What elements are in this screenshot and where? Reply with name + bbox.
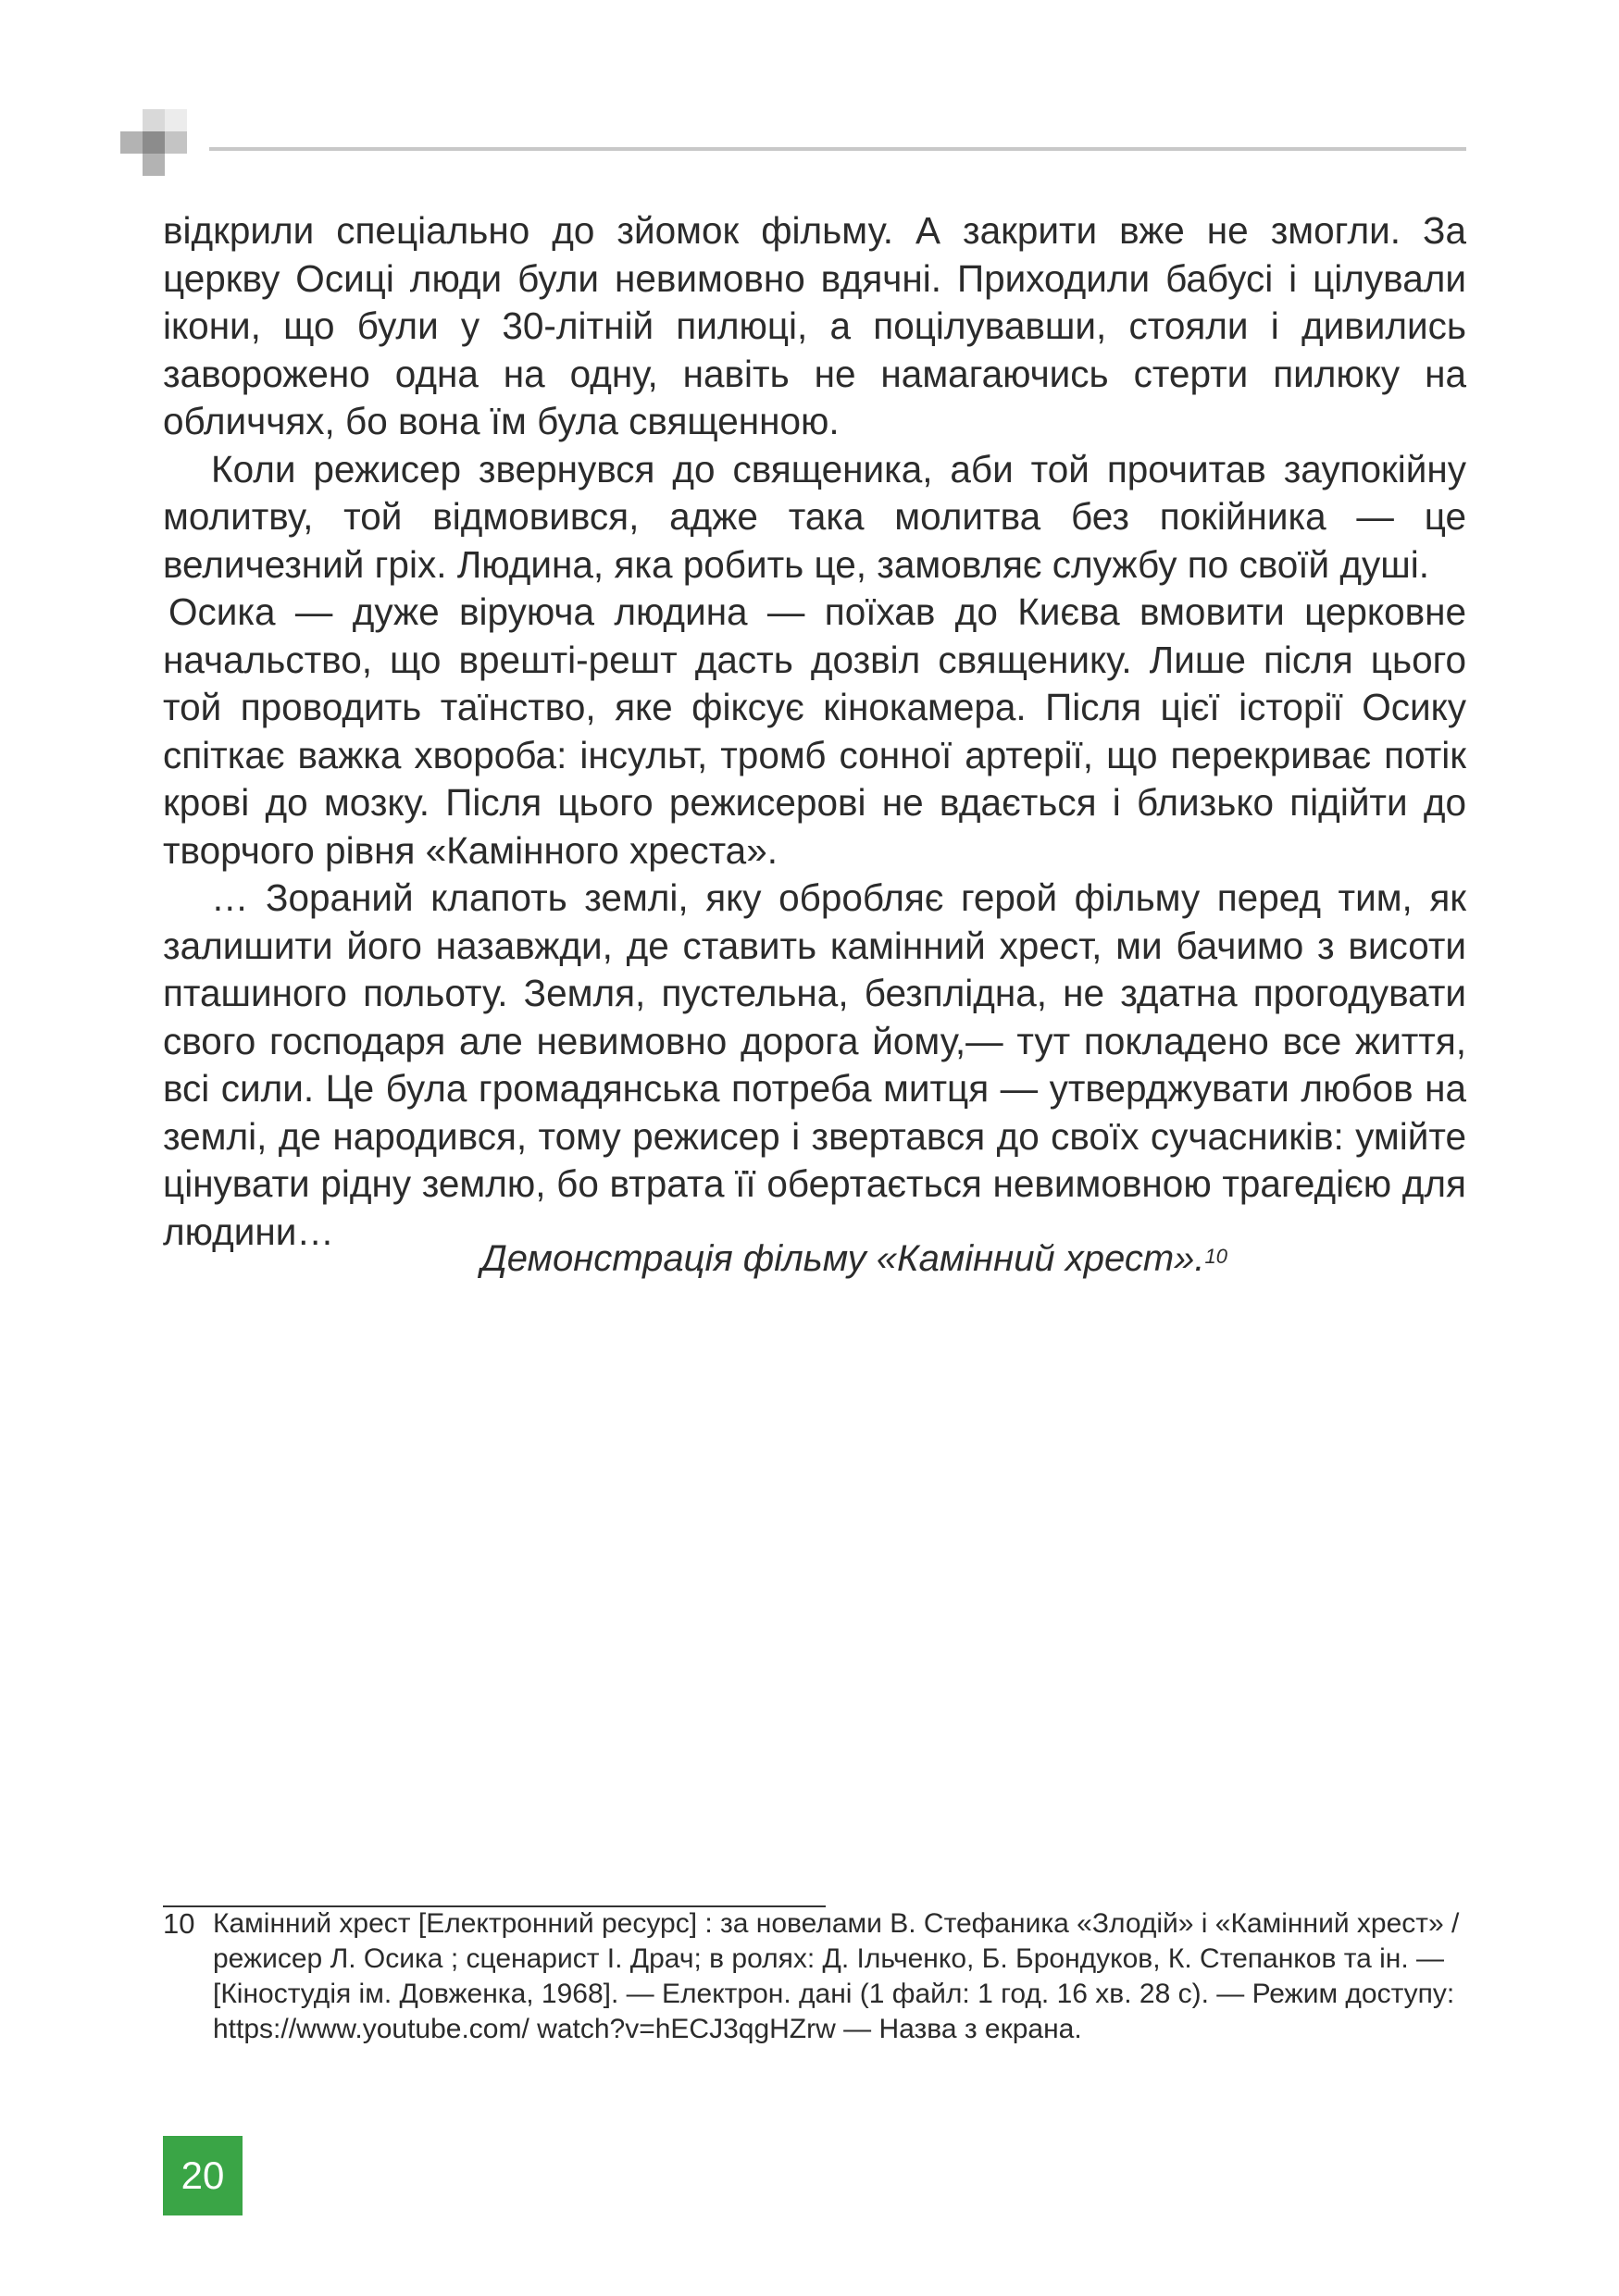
paragraph-2: Коли режисер звернувся до священика, аби той прочитав заупокійну молитву, той відмовився, адже така молитва без покійника — це величезний гріх. Людина, яка робить це, замовляє службу по своїй душі. <box>163 447 1466 586</box>
logo-square-bottom <box>143 154 165 176</box>
logo-square-top-right <box>165 109 187 131</box>
logo-square-right <box>165 131 187 154</box>
footnote-number: 10 <box>163 1907 195 1940</box>
film-demonstration-caption <box>163 1235 1227 1282</box>
header-rule <box>209 147 1466 151</box>
caption-footnote-ref: 10 <box>1204 1245 1227 1268</box>
logo-square-top <box>143 109 165 131</box>
paragraph-1: відкрили спеціально до зйомок фільму. А закрити вже не змогли. За церкву Осиці люди були невимовно вдячні. Приходили бабусі і цілували ікони, що були у 30-літній пилюці, а поцілувавши, стояли і дивились заворожено одна на одну, навіть не намагаючись стерти пилюку на обличчях, бо вона їм була священною. <box>163 209 1466 442</box>
footnote <box>163 1906 1466 2047</box>
logo-square-left <box>120 131 143 154</box>
footnote-text: Камінний хрест [Електронний ресурс] : за новелами В. Стефаника «Злодій» і «Камінний хрест» / режисер Л. Осика ; сценарист І. Драч; в ролях: Д. Ільченко, Б. Брондуков, К. Степанков та ін. — [Кіностудія ім. Довженка, 1968]. — Електрон. дані (1 файл: 1 год. 16 хв. 28 с). — Режим доступу: https://www.youtube.com/ watch?v=hECJ3qgHZrw — Назва з екрана. <box>213 1908 1460 2044</box>
paragraph-3: Осика — дуже віруюча людина — поїхав до Києва вмовити церковне начальство, що врешті-решт дасть дозвіл священику. Лише після цього той проводить таїнство, яке фіксує кінокамера. Після цієї історії Осику спіткає важка хвороба: інсульт, тромб сонної артерії, що перекриває потік крові до мозку. Після цього режисерові не вдається і близько підійти до творчого рівня «Камінного хреста». <box>163 590 1466 872</box>
logo-square-center <box>143 131 165 154</box>
pixel-cross-logo-icon <box>120 109 187 176</box>
paragraph-4: … Зораний клапоть землі, яку обробляє герой фільму перед тим, як залишити його назавжди, де ставить камінний хрест, ми бачимо з висоти пташиного польоту. Земля, пустельна, безплідна, не здатна прогодувати свого господаря але невимовно дорога йому,— тут покладено все життя, всі сили. Це була громадянська потреба митця — утверджувати любов на землі, де народився, тому режисер і звертався до своїх сучасників: умійте цінувати рідну землю, бо втрата її обертається невимовною трагедією для людини… <box>163 876 1466 1253</box>
page-number: 20 <box>163 2136 243 2215</box>
caption-text: Демонстрація фільму «Камінний хрест». <box>480 1238 1205 1279</box>
body-text <box>163 207 1466 1256</box>
